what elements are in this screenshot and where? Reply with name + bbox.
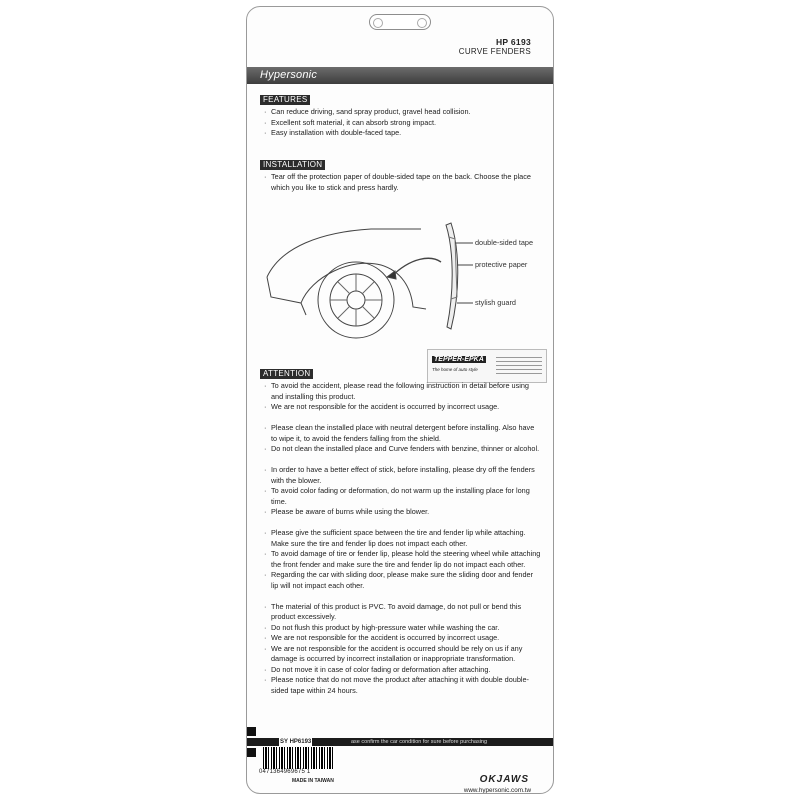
- list-item: · We are not responsible for the accident is occurred by incorrect usage.: [263, 633, 541, 644]
- features-heading: FEATURES: [260, 95, 310, 105]
- installation-diagram: [261, 207, 551, 347]
- product-name: CURVE FENDERS: [458, 47, 531, 56]
- list-item: · Tear off the protection paper of double-sided tape on the back. Choose the place which you like to stick and press hardly.: [263, 172, 541, 193]
- made-in-label: MADE IN TAIWAN: [292, 778, 334, 784]
- model-block: [459, 37, 531, 56]
- list-item: · Can reduce driving, sand spray product, gravel head collision.: [263, 107, 541, 118]
- sticker-address-lines: [496, 354, 542, 377]
- list-item: · We are not responsible for the accident is occurred should be rely on us if any damage is occurred by incorrect installation or inappropriate transformation.: [263, 644, 541, 665]
- model-number: HP 6193: [495, 37, 531, 47]
- arrow-head: [387, 271, 396, 279]
- distributor-sticker: [427, 349, 547, 383]
- website-url: www.hypersonic.com.tw: [463, 787, 531, 794]
- list-item: · Please give the sufficient space between the tire and fender lip while attaching. Make sure the tire and fender lip does not impact each other.: [263, 528, 541, 549]
- attention-list: [263, 381, 541, 696]
- label-protective-paper: protective paper: [475, 260, 528, 269]
- sticker-logo: TEPPER-EPKA: [434, 356, 484, 363]
- product-card: [246, 6, 554, 794]
- sticker-tagline: The home of auto style: [432, 367, 478, 372]
- hang-hole: [369, 14, 431, 30]
- list-item: · Excellent soft material, it can absorb strong impact.: [263, 118, 541, 129]
- label-stylish-guard: stylish guard: [475, 298, 516, 307]
- list-item: · We are not responsible for the accident is occurred by incorrect usage.: [263, 402, 541, 413]
- brand-bar: [247, 67, 553, 84]
- list-item: · The material of this product is PVC. To avoid damage, do not pull or bend this product excessively.: [263, 602, 541, 623]
- list-item: · Do not clean the installed place and Curve fenders with benzine, thinner or alcohol.: [263, 444, 541, 455]
- list-item: · To avoid color fading or deformation, do not warm up the installing place for long time.: [263, 486, 541, 507]
- label-double-sided-tape: double-sided tape: [475, 238, 534, 247]
- okjaws-logo: OKJAWS: [479, 774, 529, 785]
- list-item: · To avoid the accident, please read the following instruction in detail before using and installing this product.: [263, 381, 541, 402]
- car-roofline: [267, 229, 421, 277]
- product-code: SY HP6193: [280, 739, 312, 745]
- footer-strip-text: ase confirm the car condition for sure before purchasing: [351, 739, 488, 745]
- list-item: · Do not move it in case of color fading or deformation after attaching.: [263, 665, 541, 676]
- car-body: [267, 263, 426, 309]
- car-bumper: [301, 303, 306, 315]
- features-list: [263, 107, 541, 139]
- list-item: · Regarding the car with sliding door, please make sure the sliding door and fender lip will not impact each other.: [263, 570, 541, 591]
- list-item: · To avoid damage of tire or fender lip, please hold the steering wheel while attaching the front fender and make sure the tire and fender lip do not impact each other.: [263, 549, 541, 570]
- registration-mark: [247, 748, 256, 757]
- attention-heading: ATTENTION: [260, 369, 313, 379]
- barcode: [263, 747, 335, 769]
- registration-mark: [247, 727, 256, 736]
- tire: [318, 262, 394, 338]
- list-item: · Please clean the installed place with neutral detergent before installing. Also have to wipe it, to avoid the fenders falling from the shield.: [263, 423, 541, 444]
- installation-list: [263, 172, 541, 193]
- brand-logo: Hypersonic: [260, 69, 318, 81]
- barcode-number: 0471364969675 1: [259, 769, 311, 775]
- list-item: · Please notice that do not move the product after attaching it with double double-sided tape within 24 hours.: [263, 675, 541, 696]
- list-item: · Do not flush this product by high-pressure water while washing the car.: [263, 623, 541, 634]
- list-item: · In order to have a better effect of stick, before installing, please dry off the fenders with the blower.: [263, 465, 541, 486]
- list-item: · Easy installation with double-faced tape.: [263, 128, 541, 139]
- list-item: · Please be aware of burns while using the blower.: [263, 507, 541, 518]
- installation-heading: INSTALLATION: [260, 160, 325, 170]
